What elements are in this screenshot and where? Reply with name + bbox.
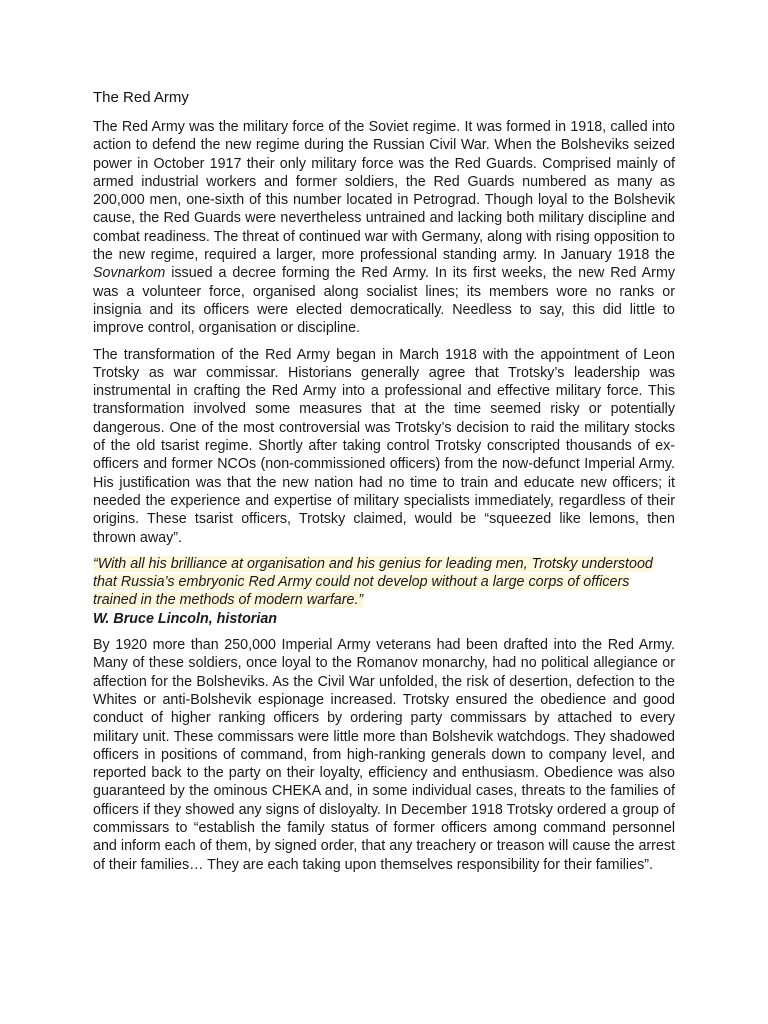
paragraph-intro	[93, 118, 675, 338]
document-page	[93, 88, 675, 882]
paragraph-transformation: The transformation of the Red Army began in March 1918 with the appointment of Leon Trotsky as war commissar. Historians generally agree that Trotsky’s leadership was instrumental in crafting the Red Army into a professional and effective military force. This transformation involved some measures that at the time seemed risky or potentially dangerous. One of the most controversial was Trotsky’s decision to raid the military stocks of the old tsarist regime. Shortly after taking control Trotsky conscripted thousands of ex-officers and former NCOs (non-commissioned officers) from the now-defunct Imperial Army. His justification was that the new nation had no time to train and educate new officers; it needed the experience and expertise of military specialists immediately, regardless of their origins. These tsarist officers, Trotsky claimed, would be “squeezed like lemons, then thrown away”.	[93, 346, 675, 546]
sovnarkom-term: Sovnarkom	[93, 265, 166, 282]
highlighted-quote	[93, 555, 675, 628]
quote-author: W. Bruce Lincoln, historian	[93, 610, 278, 627]
document-title: The Red Army	[93, 89, 189, 106]
paragraph-intro-text-b: issued a decree forming the Red Army. In its first weeks, the new Red Army was a volunteer force, organised along socialist lines; its members wore no ranks or insignia and its officers were elected democratically. Needless to say, this did little to improve control, organisation or discipline.	[93, 265, 675, 337]
paragraph-commissars: By 1920 more than 250,000 Imperial Army veterans had been drafted into the Red Army. Many of these soldiers, once loyal to the Romanov monarchy, had no political allegiance or affection for the Bolsheviks. As the Civil War unfolded, the risk of desertion, defection to the Whites or anti-Bolshevik espionage increased. Trotsky ensured the obedience and good conduct of higher ranking officers by ordering party commissars by attached to every military unit. These commissars were little more than Bolshevik watchdogs. They shadowed officers in positions of command, from high-ranking generals down to company level, and reported back to the party on their loyalty, efficiency and enthusiasm. Obedience was also guaranteed by the ominous CHEKA and, in some individual cases, threats to the families of officers if they showed any signs of disloyalty. In December 1918 Trotsky ordered a group of commissars to “establish the family status of former officers among command personnel and inform each of them, by signed order, that any treachery or treason will cause the arrest of their families… They are each taking upon themselves responsibility for their families”.	[93, 637, 675, 873]
quote-text: “With all his brilliance at organisation and his genius for leading men, Trotsky understood that Russia’s embryonic Red Army could not develop without a large corps of officers trained in the methods of modern warfare.”	[93, 555, 653, 609]
paragraph-intro-text-a: The Red Army was the military force of the Soviet regime. It was formed in 1918, called into action to defend the new regime during the Russian Civil War. When the Bolsheviks seized power in October 1917 their only military force was the Red Guards. Comprised mainly of armed industrial workers and former soldiers, the Red Guards numbered as many as 200,000 men, one-sixth of this number located in Petrograd. Though loyal to the Bolshevik cause, the Red Guards were nevertheless untrained and lacking both military discipline and combat readiness. The threat of continued war with Germany, along with rising opposition to the new regime, required a larger, more professional standing army. In January 1918 the	[93, 119, 675, 264]
